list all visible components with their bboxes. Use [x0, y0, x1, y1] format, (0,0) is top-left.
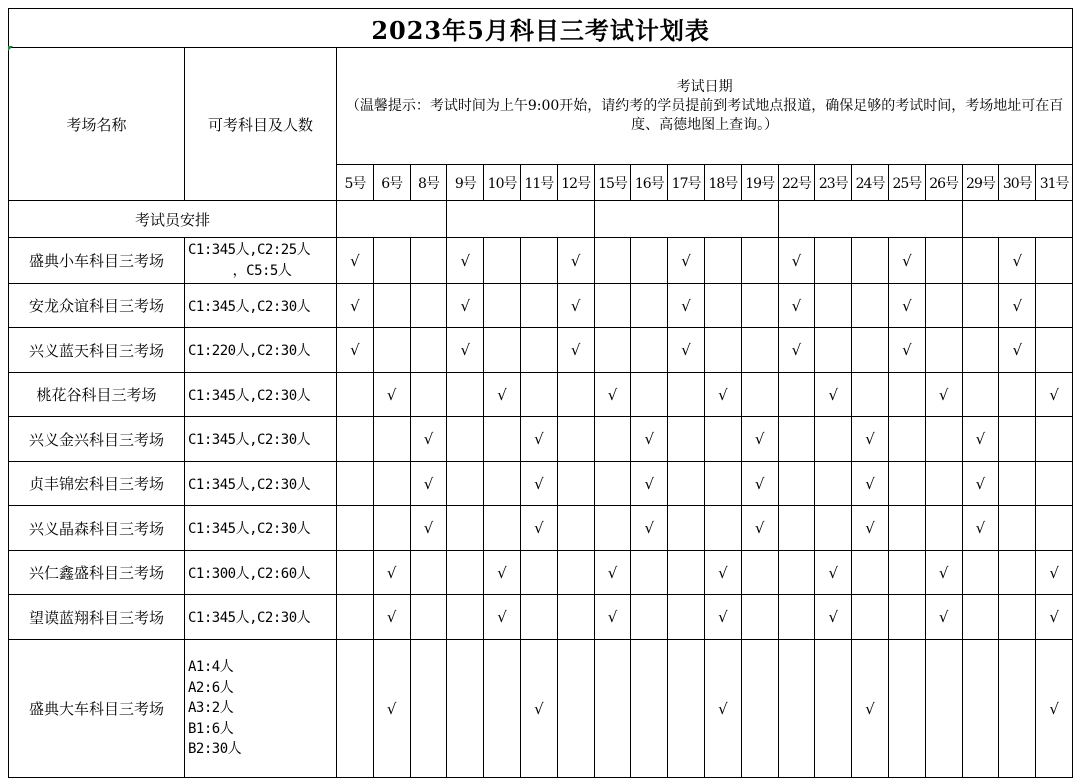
table-row [9, 462, 1073, 506]
empty-date-cell [337, 373, 374, 417]
empty-date-cell [852, 595, 889, 640]
empty-date-cell [484, 640, 521, 778]
empty-date-cell [337, 417, 374, 462]
empty-date-cell [594, 506, 631, 551]
check-mark-cell: √ [447, 284, 484, 328]
empty-date-cell [668, 417, 705, 462]
empty-date-cell [741, 328, 778, 373]
empty-date-cell [631, 284, 668, 328]
empty-date-cell [410, 328, 447, 373]
subject-quota: C1:300人,C2:60人 [188, 565, 311, 582]
venue-name-cell: 安龙众谊科目三考场 [9, 284, 185, 328]
check-mark-cell: √ [594, 551, 631, 595]
date-header-25号: 25号 [888, 165, 925, 201]
check-mark-cell: √ [631, 462, 668, 506]
empty-date-cell [594, 462, 631, 506]
check-mark-cell: √ [1036, 373, 1073, 417]
subject-quota: B2:30人 [188, 741, 242, 758]
empty-date-cell [337, 595, 374, 640]
empty-date-cell [962, 373, 999, 417]
empty-date-cell [778, 551, 815, 595]
empty-date-cell [520, 551, 557, 595]
empty-date-cell [704, 462, 741, 506]
empty-date-cell [484, 238, 521, 284]
empty-date-cell [668, 506, 705, 551]
subject-quota: A2:6人 [188, 679, 234, 696]
empty-date-cell [888, 551, 925, 595]
check-mark-cell: √ [410, 462, 447, 506]
date-header-26号: 26号 [925, 165, 962, 201]
empty-date-cell [741, 284, 778, 328]
empty-date-cell [852, 284, 889, 328]
check-mark-cell: √ [778, 238, 815, 284]
subjects-cell [185, 595, 337, 640]
empty-date-cell [447, 640, 484, 778]
empty-date-cell [410, 640, 447, 778]
check-mark-cell: √ [999, 328, 1036, 373]
title-row [9, 9, 1073, 48]
empty-date-cell [520, 595, 557, 640]
empty-date-cell [1036, 284, 1073, 328]
empty-date-cell [962, 328, 999, 373]
check-mark-cell: √ [484, 551, 521, 595]
check-mark-cell: √ [999, 284, 1036, 328]
date-header-24号: 24号 [852, 165, 889, 201]
empty-date-cell [815, 417, 852, 462]
table-row [9, 640, 1073, 778]
check-mark-cell: √ [962, 506, 999, 551]
check-mark-cell: √ [373, 595, 410, 640]
check-mark-cell: √ [484, 373, 521, 417]
empty-date-cell [999, 595, 1036, 640]
check-mark-cell: √ [373, 373, 410, 417]
empty-date-cell [704, 284, 741, 328]
empty-date-cell [741, 238, 778, 284]
empty-date-cell [888, 506, 925, 551]
exam-schedule-table [8, 8, 1073, 778]
table-row [9, 417, 1073, 462]
exam-dates-label: 考试日期 [676, 78, 733, 95]
empty-date-cell [925, 417, 962, 462]
venue-name-cell: 兴仁鑫盛科目三考场 [9, 551, 185, 595]
empty-date-cell [925, 238, 962, 284]
table-row [9, 595, 1073, 640]
empty-date-cell [410, 284, 447, 328]
check-mark-cell: √ [520, 506, 557, 551]
subject-quota: C1:345人,C2:30人 [188, 387, 311, 404]
check-mark-cell: √ [594, 373, 631, 417]
check-mark-cell: √ [410, 506, 447, 551]
table-row [9, 328, 1073, 373]
check-mark-cell: √ [925, 373, 962, 417]
date-header-12号: 12号 [557, 165, 594, 201]
empty-date-cell [704, 238, 741, 284]
date-header-15号: 15号 [594, 165, 631, 201]
empty-date-cell [557, 551, 594, 595]
subject-quota: B1:6人 [188, 720, 234, 737]
empty-date-cell [668, 595, 705, 640]
examiner-slot-week-3 [594, 201, 778, 238]
venue-name-cell: 桃花谷科目三考场 [9, 373, 185, 417]
date-header-30号: 30号 [999, 165, 1036, 201]
page-title: 2023年5月科目三考试计划表 [9, 9, 1073, 48]
check-mark-cell: √ [852, 462, 889, 506]
empty-date-cell [410, 238, 447, 284]
empty-date-cell [410, 595, 447, 640]
empty-date-cell [373, 462, 410, 506]
subject-quota: ，C5:5人 [232, 262, 292, 279]
date-header-10号: 10号 [484, 165, 521, 201]
empty-date-cell [1036, 328, 1073, 373]
check-mark-cell: √ [337, 328, 374, 373]
empty-date-cell [962, 640, 999, 778]
empty-date-cell [557, 595, 594, 640]
empty-date-cell [337, 640, 374, 778]
venue-name-cell: 盛典小车科目三考场 [9, 238, 185, 284]
check-mark-cell: √ [925, 595, 962, 640]
examiner-slot-week-4 [778, 201, 962, 238]
check-mark-cell: √ [888, 328, 925, 373]
subjects-cell [185, 328, 337, 373]
empty-date-cell [337, 506, 374, 551]
empty-date-cell [594, 640, 631, 778]
check-mark-cell: √ [520, 640, 557, 778]
date-header-9号: 9号 [447, 165, 484, 201]
empty-date-cell [741, 551, 778, 595]
empty-date-cell [557, 462, 594, 506]
date-header-31号: 31号 [1036, 165, 1073, 201]
date-header-29号: 29号 [962, 165, 999, 201]
empty-date-cell [337, 462, 374, 506]
check-mark-cell: √ [815, 373, 852, 417]
empty-date-cell [962, 551, 999, 595]
check-mark-cell: √ [962, 417, 999, 462]
check-mark-cell: √ [668, 238, 705, 284]
venue-name-cell: 兴义蓝天科目三考场 [9, 328, 185, 373]
check-mark-cell: √ [704, 640, 741, 778]
empty-date-cell [815, 506, 852, 551]
empty-date-cell [447, 595, 484, 640]
empty-date-cell [447, 417, 484, 462]
empty-date-cell [337, 551, 374, 595]
check-mark-cell: √ [520, 462, 557, 506]
empty-date-cell [852, 373, 889, 417]
check-mark-cell: √ [999, 238, 1036, 284]
empty-date-cell [925, 506, 962, 551]
subjects-cell [185, 506, 337, 551]
empty-date-cell [631, 238, 668, 284]
empty-date-cell [815, 462, 852, 506]
date-header-16号: 16号 [631, 165, 668, 201]
venue-name-cell: 贞丰锦宏科目三考场 [9, 462, 185, 506]
date-header-19号: 19号 [741, 165, 778, 201]
empty-date-cell [741, 640, 778, 778]
check-mark-cell: √ [741, 417, 778, 462]
date-header-5号: 5号 [337, 165, 374, 201]
check-mark-cell: √ [557, 238, 594, 284]
empty-date-cell [925, 284, 962, 328]
subject-quota: C1:345人,C2:30人 [188, 298, 311, 315]
check-mark-cell: √ [925, 551, 962, 595]
empty-date-cell [888, 373, 925, 417]
examiner-arrangement-row [9, 201, 1073, 238]
examiner-slot-week-2 [447, 201, 594, 238]
empty-date-cell [778, 373, 815, 417]
table-row [9, 284, 1073, 328]
empty-date-cell [815, 238, 852, 284]
check-mark-cell: √ [962, 462, 999, 506]
empty-date-cell [373, 417, 410, 462]
empty-date-cell [557, 417, 594, 462]
check-mark-cell: √ [557, 328, 594, 373]
empty-date-cell [852, 328, 889, 373]
empty-date-cell [999, 506, 1036, 551]
empty-date-cell [557, 506, 594, 551]
subject-quota: C1:345人,C2:30人 [188, 521, 311, 537]
empty-date-cell [778, 640, 815, 778]
empty-date-cell [815, 284, 852, 328]
empty-date-cell [447, 373, 484, 417]
check-mark-cell: √ [852, 417, 889, 462]
empty-date-cell [520, 284, 557, 328]
check-mark-cell: √ [447, 328, 484, 373]
check-mark-cell: √ [373, 640, 410, 778]
empty-date-cell [668, 640, 705, 778]
empty-date-cell [594, 417, 631, 462]
subject-quota: A1:4人 [188, 659, 234, 676]
header-row [9, 48, 1073, 165]
subject-quota: C1:345人,C2:30人 [188, 432, 311, 448]
check-mark-cell: √ [447, 238, 484, 284]
header-venue-name: 考场名称 [9, 48, 185, 201]
check-mark-cell: √ [631, 506, 668, 551]
empty-date-cell [888, 595, 925, 640]
empty-date-cell [484, 506, 521, 551]
empty-date-cell [447, 506, 484, 551]
subjects-cell [185, 284, 337, 328]
empty-date-cell [447, 551, 484, 595]
subjects-cell [185, 373, 337, 417]
empty-date-cell [668, 551, 705, 595]
empty-date-cell [631, 595, 668, 640]
subjects-cell [185, 462, 337, 506]
date-header-11号: 11号 [520, 165, 557, 201]
check-mark-cell: √ [704, 551, 741, 595]
empty-date-cell [484, 417, 521, 462]
venue-name-cell: 望谟蓝翔科目三考场 [9, 595, 185, 640]
date-header-18号: 18号 [704, 165, 741, 201]
check-mark-cell: √ [337, 238, 374, 284]
empty-date-cell [962, 595, 999, 640]
empty-date-cell [557, 640, 594, 778]
table-row [9, 373, 1073, 417]
subjects-cell [185, 640, 337, 778]
empty-date-cell [999, 551, 1036, 595]
check-mark-cell: √ [741, 462, 778, 506]
check-mark-cell: √ [778, 284, 815, 328]
subject-quota: C1:345人,C2:25人 [188, 242, 311, 258]
empty-date-cell [852, 551, 889, 595]
exam-dates-tip: （温馨提示：考试时间为上午9:00开始，请约考的学员提前到考试地点报道，确保足够的考试时间，考场地址可在百度、高德地图上查询。） [345, 97, 1064, 133]
empty-date-cell [631, 640, 668, 778]
empty-date-cell [668, 373, 705, 417]
empty-date-cell [778, 417, 815, 462]
empty-date-cell [631, 551, 668, 595]
empty-date-cell [1036, 462, 1073, 506]
empty-date-cell [778, 506, 815, 551]
empty-date-cell [999, 373, 1036, 417]
empty-date-cell [373, 284, 410, 328]
empty-date-cell [888, 462, 925, 506]
empty-date-cell [484, 284, 521, 328]
venue-name-cell: 盛典大车科目三考场 [9, 640, 185, 778]
check-mark-cell: √ [594, 595, 631, 640]
empty-date-cell [520, 373, 557, 417]
empty-date-cell [631, 373, 668, 417]
empty-date-cell [484, 328, 521, 373]
subjects-cell [185, 551, 337, 595]
check-mark-cell: √ [778, 328, 815, 373]
empty-date-cell [594, 238, 631, 284]
empty-date-cell [999, 417, 1036, 462]
examiner-arrangement-label: 考试员安排 [9, 201, 337, 238]
empty-date-cell [815, 328, 852, 373]
empty-date-cell [373, 328, 410, 373]
empty-date-cell [999, 640, 1036, 778]
check-mark-cell: √ [704, 595, 741, 640]
empty-date-cell [925, 640, 962, 778]
table-row [9, 551, 1073, 595]
check-mark-cell: √ [668, 284, 705, 328]
empty-date-cell [888, 417, 925, 462]
check-mark-cell: √ [815, 595, 852, 640]
examiner-slot-week-5 [962, 201, 1073, 238]
empty-date-cell [594, 328, 631, 373]
header-exam-dates [337, 48, 1073, 165]
date-header-6号: 6号 [373, 165, 410, 201]
check-mark-cell: √ [631, 417, 668, 462]
empty-date-cell [778, 595, 815, 640]
date-header-22号: 22号 [778, 165, 815, 201]
check-mark-cell: √ [741, 506, 778, 551]
check-mark-cell: √ [520, 417, 557, 462]
table-row [9, 238, 1073, 284]
check-mark-cell: √ [373, 551, 410, 595]
empty-date-cell [962, 284, 999, 328]
header-subjects: 可考科目及人数 [185, 48, 337, 201]
empty-date-cell [704, 417, 741, 462]
check-mark-cell: √ [1036, 640, 1073, 778]
empty-date-cell [447, 462, 484, 506]
date-header-17号: 17号 [668, 165, 705, 201]
empty-date-cell [1036, 238, 1073, 284]
empty-date-cell [741, 595, 778, 640]
check-mark-cell: √ [484, 595, 521, 640]
subject-quota: A3:2人 [188, 700, 234, 717]
empty-date-cell [410, 551, 447, 595]
empty-date-cell [741, 373, 778, 417]
venue-name-cell: 兴义金兴科目三考场 [9, 417, 185, 462]
empty-date-cell [668, 462, 705, 506]
empty-date-cell [888, 640, 925, 778]
date-header-8号: 8号 [410, 165, 447, 201]
empty-date-cell [520, 328, 557, 373]
subject-quota: C1:220人,C2:30人 [188, 343, 311, 359]
subjects-cell [185, 417, 337, 462]
empty-date-cell [594, 284, 631, 328]
empty-date-cell [557, 373, 594, 417]
check-mark-cell: √ [852, 640, 889, 778]
check-mark-cell: √ [888, 284, 925, 328]
empty-date-cell [631, 328, 668, 373]
check-mark-cell: √ [815, 551, 852, 595]
subjects-cell [185, 238, 337, 284]
empty-date-cell [852, 238, 889, 284]
check-mark-cell: √ [668, 328, 705, 373]
empty-date-cell [410, 373, 447, 417]
venue-name-cell: 兴义晶森科目三考场 [9, 506, 185, 551]
check-mark-cell: √ [1036, 595, 1073, 640]
empty-date-cell [373, 238, 410, 284]
check-mark-cell: √ [1036, 551, 1073, 595]
empty-date-cell [704, 328, 741, 373]
empty-date-cell [520, 238, 557, 284]
check-mark-cell: √ [888, 238, 925, 284]
selection-corner-marker [8, 46, 13, 51]
table-row [9, 506, 1073, 551]
check-mark-cell: √ [337, 284, 374, 328]
empty-date-cell [999, 462, 1036, 506]
subject-quota: C1:345人,C2:30人 [188, 476, 311, 493]
empty-date-cell [815, 640, 852, 778]
examiner-slot-week-1 [337, 201, 447, 238]
empty-date-cell [925, 462, 962, 506]
check-mark-cell: √ [410, 417, 447, 462]
date-header-23号: 23号 [815, 165, 852, 201]
check-mark-cell: √ [852, 506, 889, 551]
empty-date-cell [373, 506, 410, 551]
empty-date-cell [962, 238, 999, 284]
check-mark-cell: √ [704, 373, 741, 417]
empty-date-cell [925, 328, 962, 373]
exam-schedule-sheet [8, 8, 1072, 758]
empty-date-cell [1036, 506, 1073, 551]
empty-date-cell [484, 462, 521, 506]
check-mark-cell: √ [557, 284, 594, 328]
empty-date-cell [778, 462, 815, 506]
empty-date-cell [704, 506, 741, 551]
empty-date-cell [1036, 417, 1073, 462]
subject-quota: C1:345人,C2:30人 [188, 610, 311, 626]
